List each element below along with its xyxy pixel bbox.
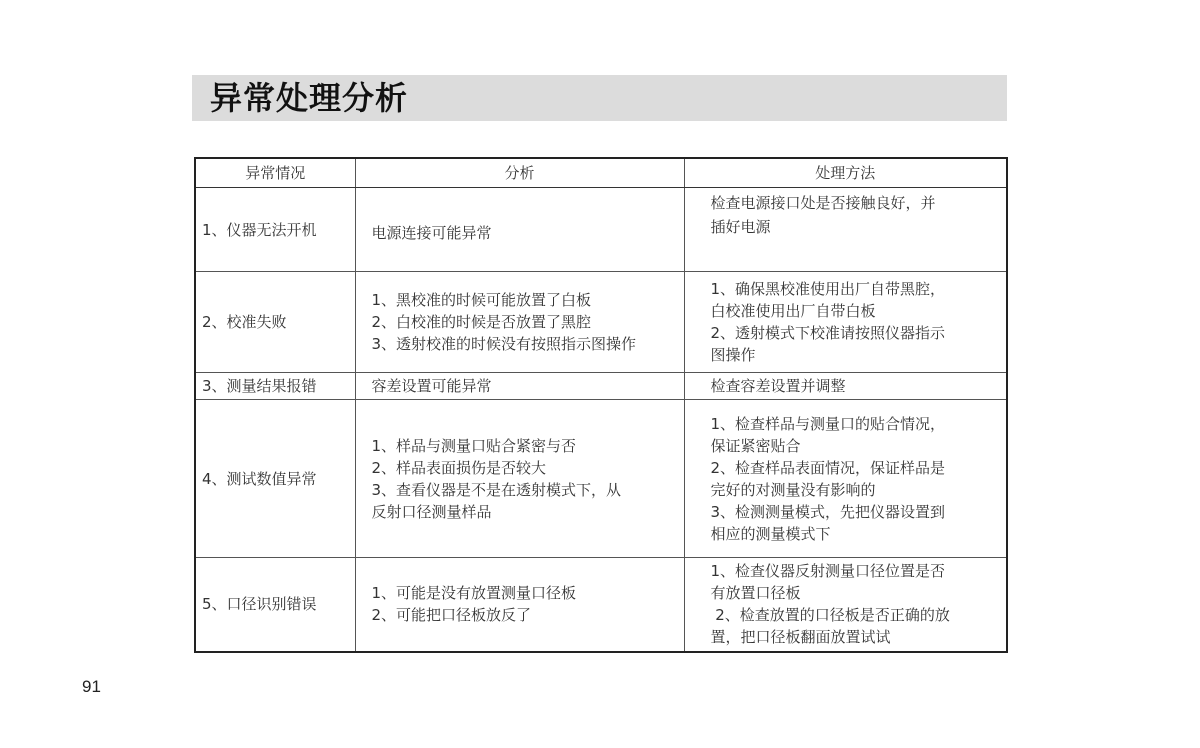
method-line: 图操作 xyxy=(710,346,756,364)
analysis-line: 3、查看仪器是不是在透射模式下，从 xyxy=(371,480,622,499)
analysis-line: 反射口径测量样品 xyxy=(371,502,492,521)
header-analysis: 分析 xyxy=(355,158,684,188)
table-row xyxy=(195,272,1007,373)
analysis-cell xyxy=(355,272,684,373)
method-line: 保证紧密贴合 xyxy=(710,436,801,455)
method-line: 插好电源 xyxy=(710,218,771,236)
situation-cell: 2、校准失败 xyxy=(195,272,355,373)
analysis-line: 2、可能把口径板放反了 xyxy=(371,606,532,625)
title-bar xyxy=(192,75,1007,121)
table-row xyxy=(195,188,1007,272)
analysis-line: 1、黑校准的时候可能放置了白板 xyxy=(371,291,592,309)
method-cell xyxy=(684,373,1007,400)
method-cell xyxy=(684,272,1007,373)
analysis-line: 1、样品与测量口贴合紧密与否 xyxy=(371,436,577,455)
analysis-line: 2、样品表面损伤是否较大 xyxy=(371,458,547,477)
analysis-cell xyxy=(355,188,684,272)
method-line: 白校准使用出厂自带白板 xyxy=(710,302,876,320)
table-row xyxy=(195,373,1007,400)
analysis-line: 2、白校准的时候是否放置了黑腔 xyxy=(371,313,592,331)
method-line: 检查电源接口处是否接触良好，并 xyxy=(710,194,936,212)
situation-cell: 4、测试数值异常 xyxy=(195,400,355,558)
method-line: 完好的对测量没有影响的 xyxy=(710,480,876,499)
method-line: 有放置口径板 xyxy=(710,584,801,603)
method-line: 2、检查样品表面情况，保证样品是 xyxy=(710,458,946,477)
situation-cell: 3、测量结果报错 xyxy=(195,373,355,400)
table-row xyxy=(195,400,1007,558)
table-header-row xyxy=(195,158,1007,188)
troubleshooting-table xyxy=(194,157,1008,653)
method-line: 相应的测量模式下 xyxy=(710,524,831,543)
analysis-line: 1、可能是没有放置测量口径板 xyxy=(371,584,577,603)
page-title: 异常处理分析 xyxy=(210,79,409,117)
method-line: 1、检查仪器反射测量口径位置是否 xyxy=(710,562,946,581)
method-line: 1、检查样品与测量口的贴合情况， xyxy=(710,414,946,433)
analysis-line: 电源连接可能异常 xyxy=(371,223,492,242)
analysis-cell xyxy=(355,558,684,652)
method-line: 3、检测测量模式，先把仪器设置到 xyxy=(710,502,946,521)
analysis-line: 容差设置可能异常 xyxy=(371,377,492,395)
page-number: 91 xyxy=(82,677,101,696)
analysis-cell xyxy=(355,400,684,558)
situation-cell: 1、仪器无法开机 xyxy=(195,188,355,272)
method-line: 2、透射模式下校准请按照仪器指示 xyxy=(710,324,946,342)
analysis-cell xyxy=(355,373,684,400)
method-cell xyxy=(684,400,1007,558)
header-method: 处理方法 xyxy=(684,158,1007,188)
situation-cell: 5、口径识别错误 xyxy=(195,558,355,652)
method-line: 置，把口径板翻面放置试试 xyxy=(710,628,891,647)
method-line: 检查容差设置并调整 xyxy=(710,377,846,395)
method-cell xyxy=(684,558,1007,652)
analysis-line: 3、透射校准的时候没有按照指示图操作 xyxy=(371,335,637,353)
method-line: 2、检查放置的口径板是否正确的放 xyxy=(710,606,950,625)
method-line: 1、确保黑校准使用出厂自带黑腔， xyxy=(710,280,946,298)
table-row xyxy=(195,558,1007,652)
method-cell xyxy=(684,188,1007,272)
header-situation: 异常情况 xyxy=(195,158,355,188)
